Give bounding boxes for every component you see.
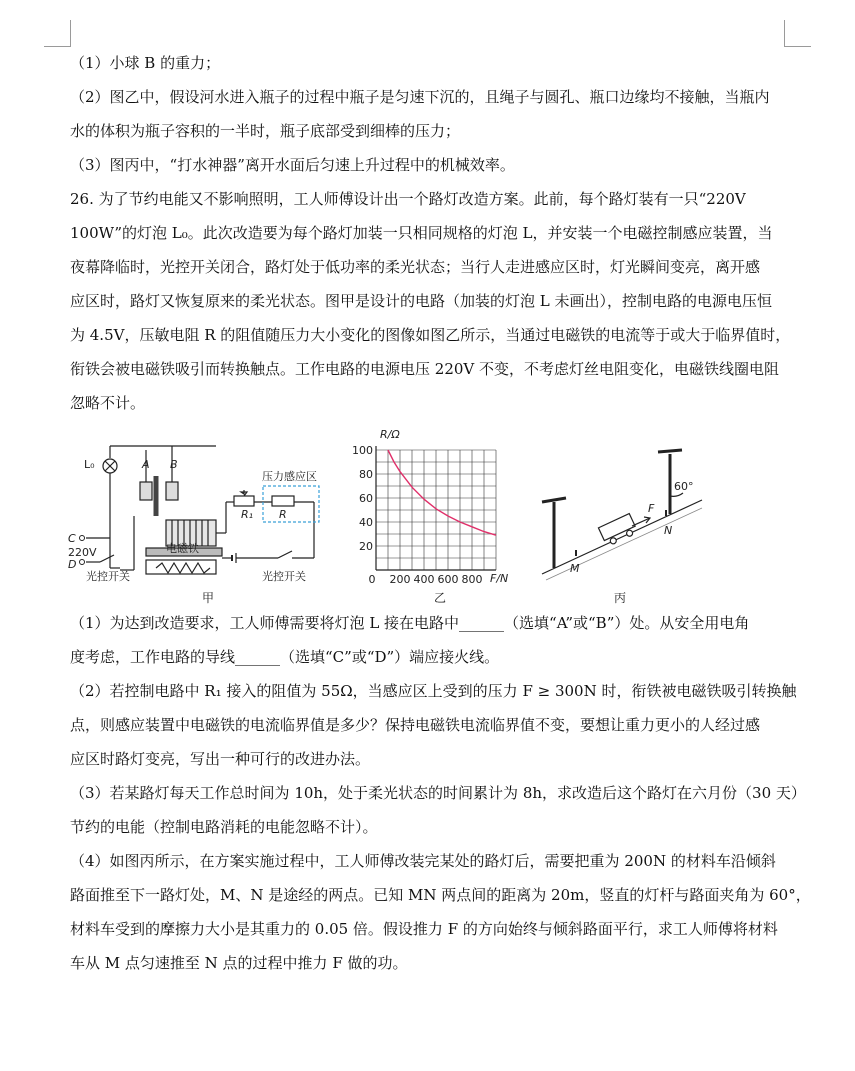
label-angle: 60° (674, 480, 694, 493)
text-line: 100W”的灯泡 L₀。此次改造要为每个路灯加装一只相同规格的灯泡 L，并安装一个电磁控制感应装置，当 (70, 224, 773, 242)
text-line: 节约的电能（控制电路消耗的电能忽略不计）。 (70, 818, 378, 836)
text-line: 26. 为了节约电能又不影响照明，工人师傅设计出一个路灯改造方案。此前，每个路灯装有一只“220V (70, 190, 746, 208)
y-tick-label: 40 (359, 516, 373, 529)
y-tick-label: 60 (359, 492, 373, 505)
figures-row (66, 420, 786, 606)
question-26-stem (70, 182, 791, 420)
label-contact-a: A (142, 458, 150, 471)
label-terminal-c: C (68, 532, 76, 545)
text-line: （1）小球 B 的重力； (70, 54, 221, 72)
resistance-curve (388, 450, 496, 535)
text-line: 点，则感应装置中电磁铁的电流临界值是多少？保持电磁铁电流临界值不变，要想让重力更小的人经过感 (70, 716, 761, 734)
caption-figure-c: 丙 (614, 591, 627, 605)
previous-question-parts (70, 46, 786, 182)
figure-incline (532, 420, 712, 606)
page-corner-mark-left (44, 20, 71, 47)
text-line: 水的体积为瓶子容积的一半时，瓶子底部受到细棒的压力； (70, 122, 461, 140)
page-corner-mark-right (784, 20, 811, 47)
text-line: （2）若控制电路中 R₁ 接入的阻值为 55Ω，当感应区上受到的压力 F ≥ 300N 时，衔铁被电磁铁吸引转换触 (70, 682, 797, 700)
text-line: 度考虑，工作电路的导线______（选填“C”或“D”）端应接火线。 (70, 648, 500, 666)
label-pressure-zone: 压力感应区 (262, 470, 317, 483)
question-26-subquestions (70, 606, 811, 980)
y-axis-label: R/Ω (380, 428, 400, 441)
label-voltage: 220V (68, 546, 97, 559)
label-light-switch-2: 光控开关 (262, 570, 306, 583)
figure-circuit (66, 420, 336, 606)
label-r1: R₁ (241, 508, 254, 521)
y-tick-label: 80 (359, 468, 373, 481)
text-line: （1）为达到改造要求，工人师傅需要将灯泡 L 接在电路中______（选填“A”或“B”）处。从安全用电角 (70, 614, 750, 632)
text-line: 衔铁会被电磁铁吸引而转换触点。工作电路的电源电压 220V 不变，不考虑灯丝电阻变化，电磁铁线圈电阻 (70, 360, 780, 378)
graph-grid (376, 450, 496, 570)
y-tick-label: 20 (359, 540, 373, 553)
text-line: 车从 M 点匀速推至 N 点的过程中推力 F 做的功。 (70, 954, 408, 972)
x-tick-label: 400 (413, 573, 435, 586)
terminal-d (80, 560, 85, 565)
terminal-c (80, 536, 85, 541)
text-line: （2）图乙中，假设河水进入瓶子的过程中瓶子是匀速下沉的，且绳子与圆孔、瓶口边缘均不接触，当瓶内 (70, 88, 770, 106)
x-tick-label: 0 (368, 573, 376, 586)
text-line: （3）图丙中，“打水神器”离开水面后匀速上升过程中的机械效率。 (70, 156, 515, 174)
label-point-m: M (570, 562, 580, 575)
label-terminal-d: D (68, 558, 77, 571)
figure-resistance-graph (344, 420, 524, 606)
y-tick-label: 100 (352, 444, 373, 457)
label-contact-b: B (170, 458, 178, 471)
text-line: （4）如图丙所示，在方案实施过程中，工人师傅改装完某处的路灯后，需要把重为 200N 的材料车沿倾斜 (70, 852, 776, 870)
label-force-f: F (648, 502, 655, 515)
label-lamp-l0: L₀ (84, 458, 95, 471)
x-tick-label: 600 (437, 573, 459, 586)
x-tick-label: 800 (461, 573, 483, 586)
x-axis-label: F/N (490, 572, 509, 585)
text-line: 为 4.5V，压敏电阻 R 的阻值随压力大小变化的图像如图乙所示，当通过电磁铁的电流等于或大于临界值时， (70, 326, 791, 344)
label-r: R (279, 508, 287, 521)
text-line: 应区时，路灯又恢复原来的柔光状态。图甲是设计的电路（加装的灯泡 L 未画出），控制电路的电源电压恒 (70, 292, 773, 310)
text-line: 夜幕降临时，光控开关闭合，路灯处于低功率的柔光状态；当行人走进感应区时，灯光瞬间变亮，离开感 (70, 258, 761, 276)
label-light-switch-1: 光控开关 (86, 570, 130, 583)
text-line: 应区时路灯变亮，写出一种可行的改进办法。 (70, 750, 371, 768)
label-electromagnet: 电磁铁 (166, 542, 199, 555)
text-line: 忽略不计。 (70, 394, 146, 412)
label-point-n: N (664, 524, 673, 537)
text-line: （3）若某路灯每天工作总时间为 10h，处于柔光状态的时间累计为 8h，求改造后这个路灯在六月份（30 天） (70, 784, 806, 802)
caption-figure-a: 甲 (202, 591, 215, 605)
caption-figure-b: 乙 (434, 591, 447, 605)
text-line: 材料车受到的摩擦力大小是其重力的 0.05 倍。假设推力 F 的方向始终与倾斜路面平行，求工人师傅将材料 (70, 920, 778, 938)
x-tick-label: 200 (389, 573, 411, 586)
text-line: 路面推至下一路灯处，M、N 是途经的两点。已知 MN 两点间的距离为 20m，竖直的灯杆与路面夹角为 60°， (70, 886, 811, 904)
